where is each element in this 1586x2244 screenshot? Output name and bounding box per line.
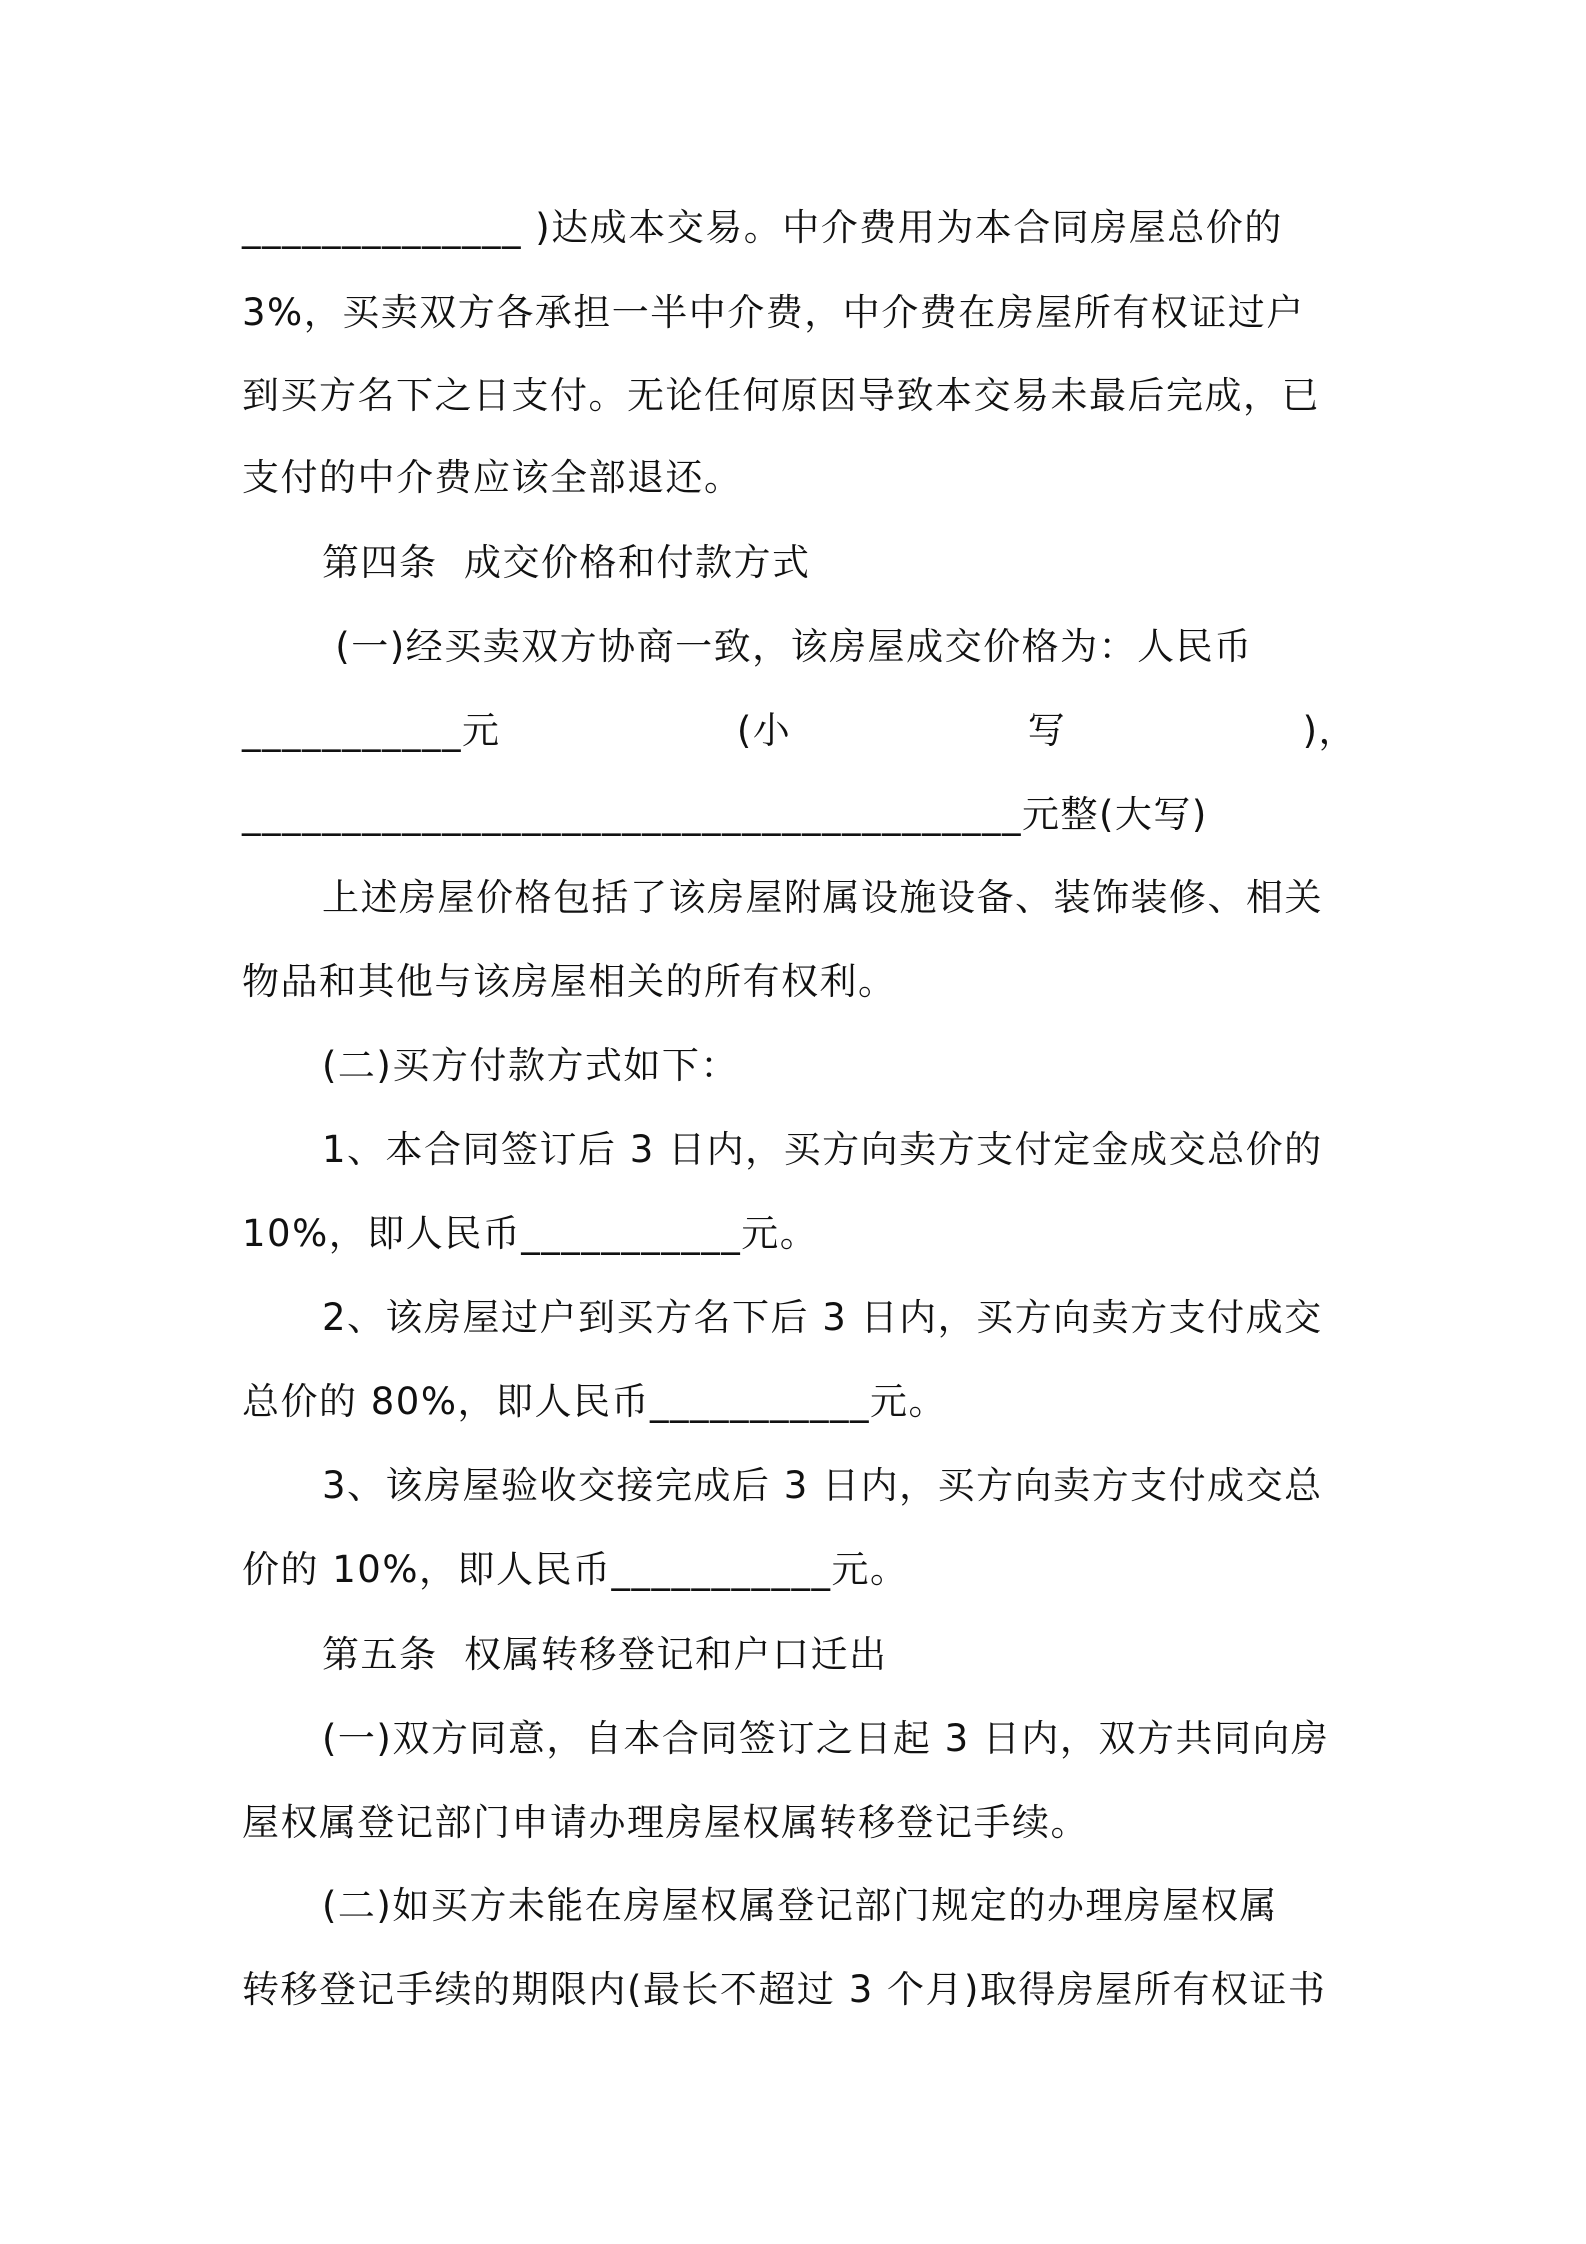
section-heading-article-4: 第四条 成交价格和付款方式 (322, 541, 811, 584)
paragraph-line: 总价的 80%，即人民币___________元。 (242, 1380, 947, 1423)
small-label-part1: (小 (736, 709, 792, 752)
paragraph-line: 价的 10%，即人民币___________元。 (242, 1548, 909, 1591)
paragraph-line: 10%，即人民币___________元。 (242, 1212, 819, 1255)
small-label-close: )， (1302, 709, 1357, 752)
paragraph-line: 上述房屋价格包括了该房屋附属设施设备、装饰装修、相关 (322, 876, 1323, 919)
paragraph-line: 2、该房屋过户到买方名下后 3 日内，买方向卖方支付成交 (322, 1296, 1323, 1339)
fill-blank-yuan: ___________元 (242, 709, 501, 752)
small-label-part2: 写 (1027, 709, 1067, 752)
paragraph-line: (一)双方同意，自本合同签订之日起 3 日内，双方共同向房 (322, 1717, 1330, 1760)
paragraph-line: 屋权属登记部门申请办理房屋权属转移登记手续。 (242, 1801, 1089, 1844)
paragraph-line: ______________ )达成本交易。中介费用为本合同房屋总价的 (242, 206, 1283, 249)
paragraph-line: 3%，买卖双方各承担一半中介费，中介费在房屋所有权证过户 (242, 291, 1305, 334)
paragraph-line: (二)如买方未能在房屋权属登记部门规定的办理房屋权属 (322, 1884, 1278, 1927)
price-small-writing-line (242, 705, 1357, 757)
paragraph-line: 到买方名下之日支付。无论任何原因导致本交易未最后完成，已 (242, 374, 1320, 417)
paragraph-line: 物品和其他与该房屋相关的所有权利。 (242, 960, 897, 1003)
paragraph-line: (一)经买卖双方协商一致，该房屋成交价格为：人民币 (322, 625, 1253, 668)
paragraph-line: 支付的中介费应该全部退还。 (242, 456, 743, 499)
paragraph-line: 3、该房屋验收交接完成后 3 日内，买方向卖方支付成交总 (322, 1464, 1323, 1507)
section-heading-article-5: 第五条 权属转移登记和户口迁出 (322, 1633, 888, 1676)
price-capital-line: _______________________________________元整(大写) (242, 793, 1208, 836)
paragraph-line: 转移登记手续的期限内(最长不超过 3 个月)取得房屋所有权证书 (242, 1968, 1327, 2011)
paragraph-line: (二)买方付款方式如下： (322, 1044, 739, 1087)
paragraph-line: 1、本合同签订后 3 日内，买方向卖方支付定金成交总价的 (322, 1128, 1323, 1171)
